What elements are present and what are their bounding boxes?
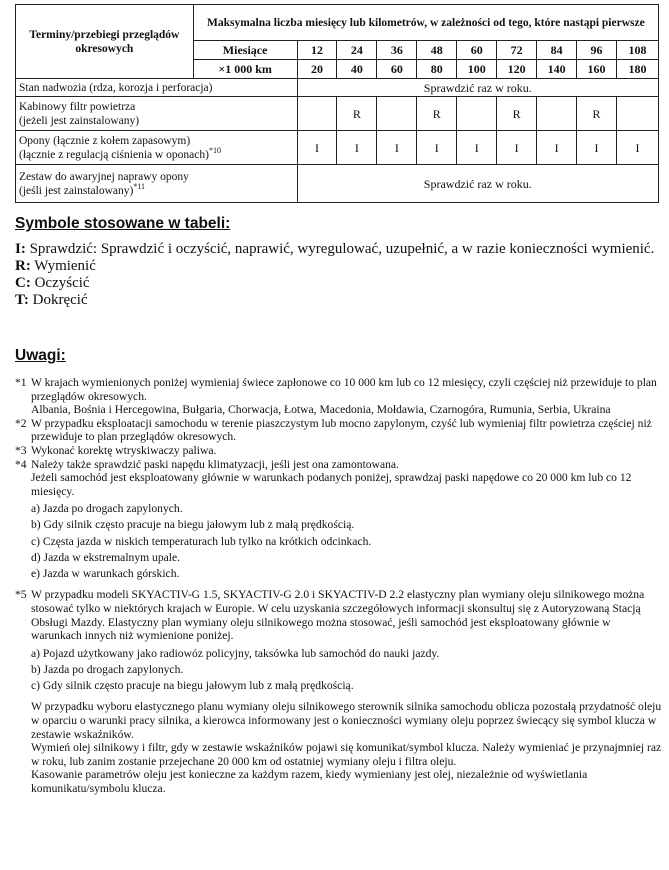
note-countries: Albania, Bośnia i Hercegowina, Bułgaria, Chorwacja, Łotwa, Macedonia, Mołdawia, Czarnogóra, Rumunia, Serbia, Ukraina [31, 403, 611, 417]
notes-title: Uwagi: [15, 347, 66, 364]
month-cell: 24 [337, 41, 377, 60]
month-cell: 84 [537, 41, 577, 60]
km-cell: 40 [337, 60, 377, 79]
note-marker: *4 [15, 457, 27, 471]
value-cell: R [577, 97, 617, 131]
list-item: c) Częsta jazda w niskich temperaturach lub tylko na krótkich odcinkach. [31, 534, 372, 548]
list-item: d) Jazda w ekstremalnym upale. [31, 550, 181, 564]
month-cell: 96 [577, 41, 617, 60]
table-row [16, 79, 659, 97]
note-marker: *2 [15, 416, 27, 430]
label-line: (jeżeli jest zainstalowany) [19, 114, 140, 127]
header-intervals: Terminy/przebiegi przeglądów okresowych [16, 5, 194, 79]
value-cell [377, 97, 417, 131]
note-5 [15, 588, 663, 795]
value-cell: I [417, 131, 457, 165]
value-cell [537, 97, 577, 131]
footnote-ref: *10 [208, 145, 221, 155]
symbols-title: Symbole stosowane w tabeli: [15, 215, 231, 232]
value-cell: I [377, 131, 417, 165]
value-cell: I [616, 131, 658, 165]
symbol-item [15, 241, 660, 258]
note-paragraph: Wymień olej silnikowy i filtr, gdy w zestawie wskaźników pojawi się komunikat/symbol klucza. Należy wymieniać je przynajmniej raz w roku, lub zanim zostanie przejechane 20 000 km od ostatniej wymiany oleju i filtra oleju. [31, 741, 662, 768]
value-cell: I [457, 131, 497, 165]
list-item: c) Gdy silnik często pracuje na biegu jałowym lub z małą prędkością. [31, 678, 354, 692]
note-marker: *1 [15, 376, 27, 389]
table-row [16, 165, 659, 203]
header-max-months-km: Maksymalna liczba miesięcy lub kilometrów, w zależności od tego, które nastąpi pierwsze [193, 5, 658, 41]
month-cell: 12 [297, 41, 337, 60]
note-text: Jeżeli samochód jest eksploatowany głównie w warunkach podanych poniżej, sprawdzaj paski napędowe co 20 000 km lub co 12 miesięcy. [31, 471, 632, 498]
value-cell: I [537, 131, 577, 165]
label-line: (łącznie z regulacją ciśnienia w oponach) [19, 148, 209, 161]
km-cell: 140 [537, 60, 577, 79]
km-cell: 80 [417, 60, 457, 79]
condition-list [31, 647, 663, 693]
km-label: ×1 000 km [193, 60, 297, 79]
table-row [16, 131, 659, 165]
note-text: W przypadku eksploatacji samochodu w terenie piaszczystym lub mocno zapylonym, czyść lub wymieniaj filtr powietrza częściej niż przewiduje to plan przeglądów okresowych. [31, 416, 652, 444]
value-cell: I [577, 131, 617, 165]
value-cell: R [497, 97, 537, 131]
symbol-text: Wymienić [30, 258, 96, 274]
value-cell: R [337, 97, 377, 131]
note-1 [15, 376, 663, 417]
symbol-text: Oczyścić [30, 275, 90, 291]
symbol-key: C: [15, 275, 31, 291]
label-line: (jeśli jest zainstalowany) [19, 184, 134, 197]
note-3 [15, 444, 663, 458]
symbol-key: R: [15, 258, 31, 274]
km-cell: 180 [616, 60, 658, 79]
month-cell: 36 [377, 41, 417, 60]
check-yearly-text: Sprawdzić raz w roku. [297, 79, 658, 97]
condition-list [31, 502, 663, 580]
note-text: W przypadku modeli SKYACTIV-G 1.5, SKYACTIV-G 2.0 i SKYACTIV-D 2.2 elastyczny plan wymiany oleju silnikowego można stosować tylko w niektórych krajach w Europie. W celu uzyskania szczegółowych informacji skonsultuj się z Autoryzowaną Stacją Obsługi Mazdy. Elastyczny plan wymiany oleju silnikowego można stosować, jeśli samochód jest eksploatowany głównie w warunkach innych niż wymienione poniżej. [31, 588, 645, 643]
table-row [16, 97, 659, 131]
month-cell: 108 [616, 41, 658, 60]
row-label-tire-repair-kit [16, 165, 298, 203]
list-item: a) Pojazd użytkowany jako radiowóz policyjny, taksówka lub samochód do nauki jazdy. [31, 646, 440, 660]
list-item: b) Jazda po drogach zapylonych. [31, 662, 184, 676]
month-cell: 60 [457, 41, 497, 60]
symbol-item [15, 258, 660, 275]
row-label-tires [16, 131, 298, 165]
note-text: Należy także sprawdzić paski napędu klimatyzacji, jeśli jest ona zamontowana. [31, 457, 399, 471]
value-cell [297, 97, 337, 131]
value-cell [616, 97, 658, 131]
value-cell: I [497, 131, 537, 165]
symbol-text: Sprawdzić: Sprawdzić i oczyścić, naprawić, wyregulować, uzupełnić, a w razie konieczności wymienić. [25, 241, 655, 257]
value-cell [457, 97, 497, 131]
symbol-item [15, 275, 660, 292]
note-2 [15, 417, 663, 444]
list-item: b) Gdy silnik często pracuje na biegu jałowym lub z małą prędkością. [31, 518, 355, 532]
note-marker: *3 [15, 443, 27, 457]
list-item: a) Jazda po drogach zapylonych. [31, 502, 183, 516]
km-cell: 20 [297, 60, 337, 79]
symbol-key: I: [15, 241, 26, 257]
note-text: W krajach wymienionych poniżej wymieniaj świece zapłonowe co 10 000 km lub co 12 miesięcy, czyli częściej niż przewiduje to plan przeglądów okresowych. [31, 376, 657, 403]
note-marker: *5 [15, 588, 27, 602]
notes-section [15, 376, 663, 796]
maintenance-schedule-table [15, 4, 659, 203]
month-cell: 72 [497, 41, 537, 60]
value-cell: I [297, 131, 337, 165]
footnote-ref: *11 [133, 181, 146, 191]
row-label-body: Stan nadwozia (rdza, korozja i perforacja) [16, 79, 298, 97]
symbol-key: T: [15, 292, 29, 308]
note-paragraph: W przypadku wyboru elastycznego planu wymiany oleju silnikowego sterownik silnika samochodu oblicza pozostałą przydatność oleju w oparciu o warunki pracy silnika, a kierowca informowany jest o konieczności wymiany oleju poprzez świecący się symbol klucza w zestawie wskaźników. [31, 700, 662, 741]
symbols-section [15, 215, 660, 309]
note-4 [15, 458, 663, 581]
km-cell: 120 [497, 60, 537, 79]
label-line: Zestaw do awaryjnej naprawy opony [19, 170, 189, 183]
list-item: e) Jazda w warunkach górskich. [31, 566, 180, 580]
month-cell: 48 [417, 41, 457, 60]
symbol-item [15, 292, 660, 309]
symbol-text: Dokręcić [28, 292, 88, 308]
row-label-cabin-filter [16, 97, 298, 131]
label-line: Opony (łącznie z kołem zapasowym) [19, 134, 191, 147]
value-cell: I [337, 131, 377, 165]
value-cell: R [417, 97, 457, 131]
km-cell: 100 [457, 60, 497, 79]
months-label: Miesiące [193, 41, 297, 60]
km-cell: 160 [577, 60, 617, 79]
km-cell: 60 [377, 60, 417, 79]
label-line: Kabinowy filtr powietrza [19, 100, 136, 113]
note-paragraph: Kasowanie parametrów oleju jest konieczne za każdym razem, kiedy wymieniany jest olej, niezależnie od wyświetlania komunikatu/symbolu klucza. [31, 768, 588, 796]
note-text: Wykonać korektę wtryskiwaczy paliwa. [31, 443, 217, 457]
check-yearly-text: Sprawdzić raz w roku. [297, 165, 658, 203]
